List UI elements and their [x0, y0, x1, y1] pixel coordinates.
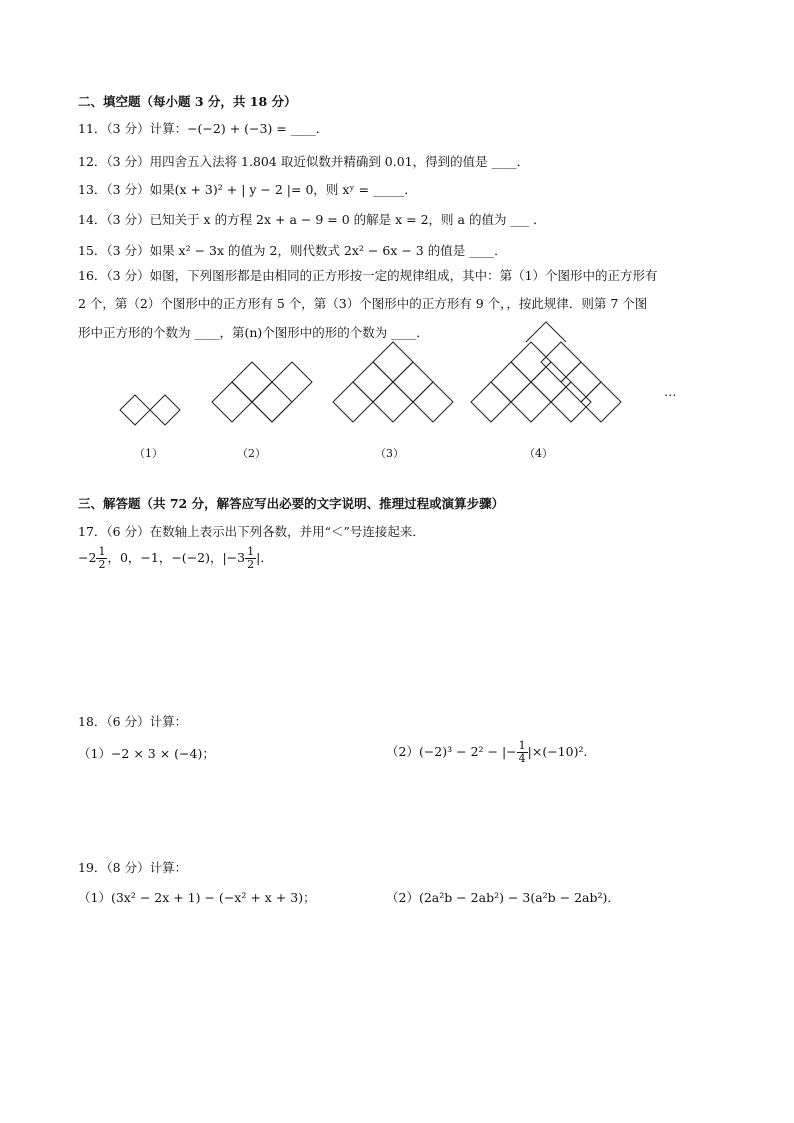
question-18: 18．（6 分）计算： — [78, 714, 188, 729]
question-15: 15．（3 分）如果 x² − 3x 的值为 2，则代数式 2x² − 6x − 3 的值是 ____． — [78, 243, 507, 258]
pattern-3 — [333, 342, 453, 422]
fraction-half-2: $\frac{1}{2}$ — [247, 545, 255, 571]
question-12: 12．（3 分）用四舍五入法将 1.804 取近似数并精确到 0.01，得到的值是 ____． — [78, 154, 530, 169]
caption-2: （2） — [237, 447, 266, 460]
section-title-solutions: 三、解答题（共 72 分，解答应写出必要的文字说明、推理过程或演算步骤） — [78, 496, 505, 511]
question-11: 11．（3 分）计算：−(−2) + (−3) = ____． — [78, 121, 329, 136]
question-18-part-2: （2）(−2)³ − 2² − |− $\frac{1}{4}$ |×(−10)²． — [386, 739, 596, 765]
ellipsis: … — [664, 384, 677, 399]
question-18-part-1: （1）−2 × 3 × (−4)； — [78, 746, 215, 761]
question-14: 14．（3 分）已知关于 x 的方程 2x + a − 9 = 0 的解是 x = 2，则 a 的值为 ___ ． — [78, 212, 546, 227]
number-neg-2: −2 — [78, 550, 97, 565]
question-19-part-2: （2）(2a²b − 2ab²) − 3(a²b − 2ab²)． — [386, 890, 620, 905]
question-17: 17．（6 分）在数轴上表示出下列各数，并用“＜”号连接起来． — [78, 524, 425, 539]
pattern-4 — [471, 317, 631, 422]
number-list: ，0，−1，−(−2)，|−3 — [107, 550, 246, 565]
fraction-quarter: $\frac{1}{4}$ — [518, 739, 526, 765]
pattern-2 — [212, 362, 332, 422]
caption-4: （4） — [524, 447, 553, 460]
number-list-end: |． — [256, 550, 273, 565]
caption-1: （1） — [134, 447, 163, 460]
question-17-numbers — [78, 546, 273, 571]
question-16-line-3: 形中正方形的个数为 ____，第(n)个图形中的形的个数为 ____． — [78, 325, 429, 340]
caption-3: （3） — [375, 447, 404, 460]
question-19: 19．（8 分）计算： — [78, 860, 188, 875]
question-16-line-2: 2 个，第（2）个图形中的正方形有 5 个，第（3）个图形中的正方形有 9 个，，按此规律．则第 7 个图 — [78, 296, 648, 311]
question-19-part-1: （1）(3x² − 2x + 1) − (−x² + x + 3)； — [78, 890, 316, 905]
question-16-line-1: 16．（3 分）如图，下列图形都是由相同的正方形按一定的规律组成，其中：第（1）个图形中的正方形有 — [78, 268, 658, 283]
question-13: 13．（3 分）如果(x + 3)² + | y − 2 |= 0，则 xʸ = _____． — [78, 182, 417, 197]
fraction-half-1: $\frac{1}{2}$ — [98, 545, 106, 571]
pattern-1 — [120, 395, 180, 425]
section-title-fill-in: 二、填空题（每小题 3 分，共 18 分） — [78, 94, 297, 109]
